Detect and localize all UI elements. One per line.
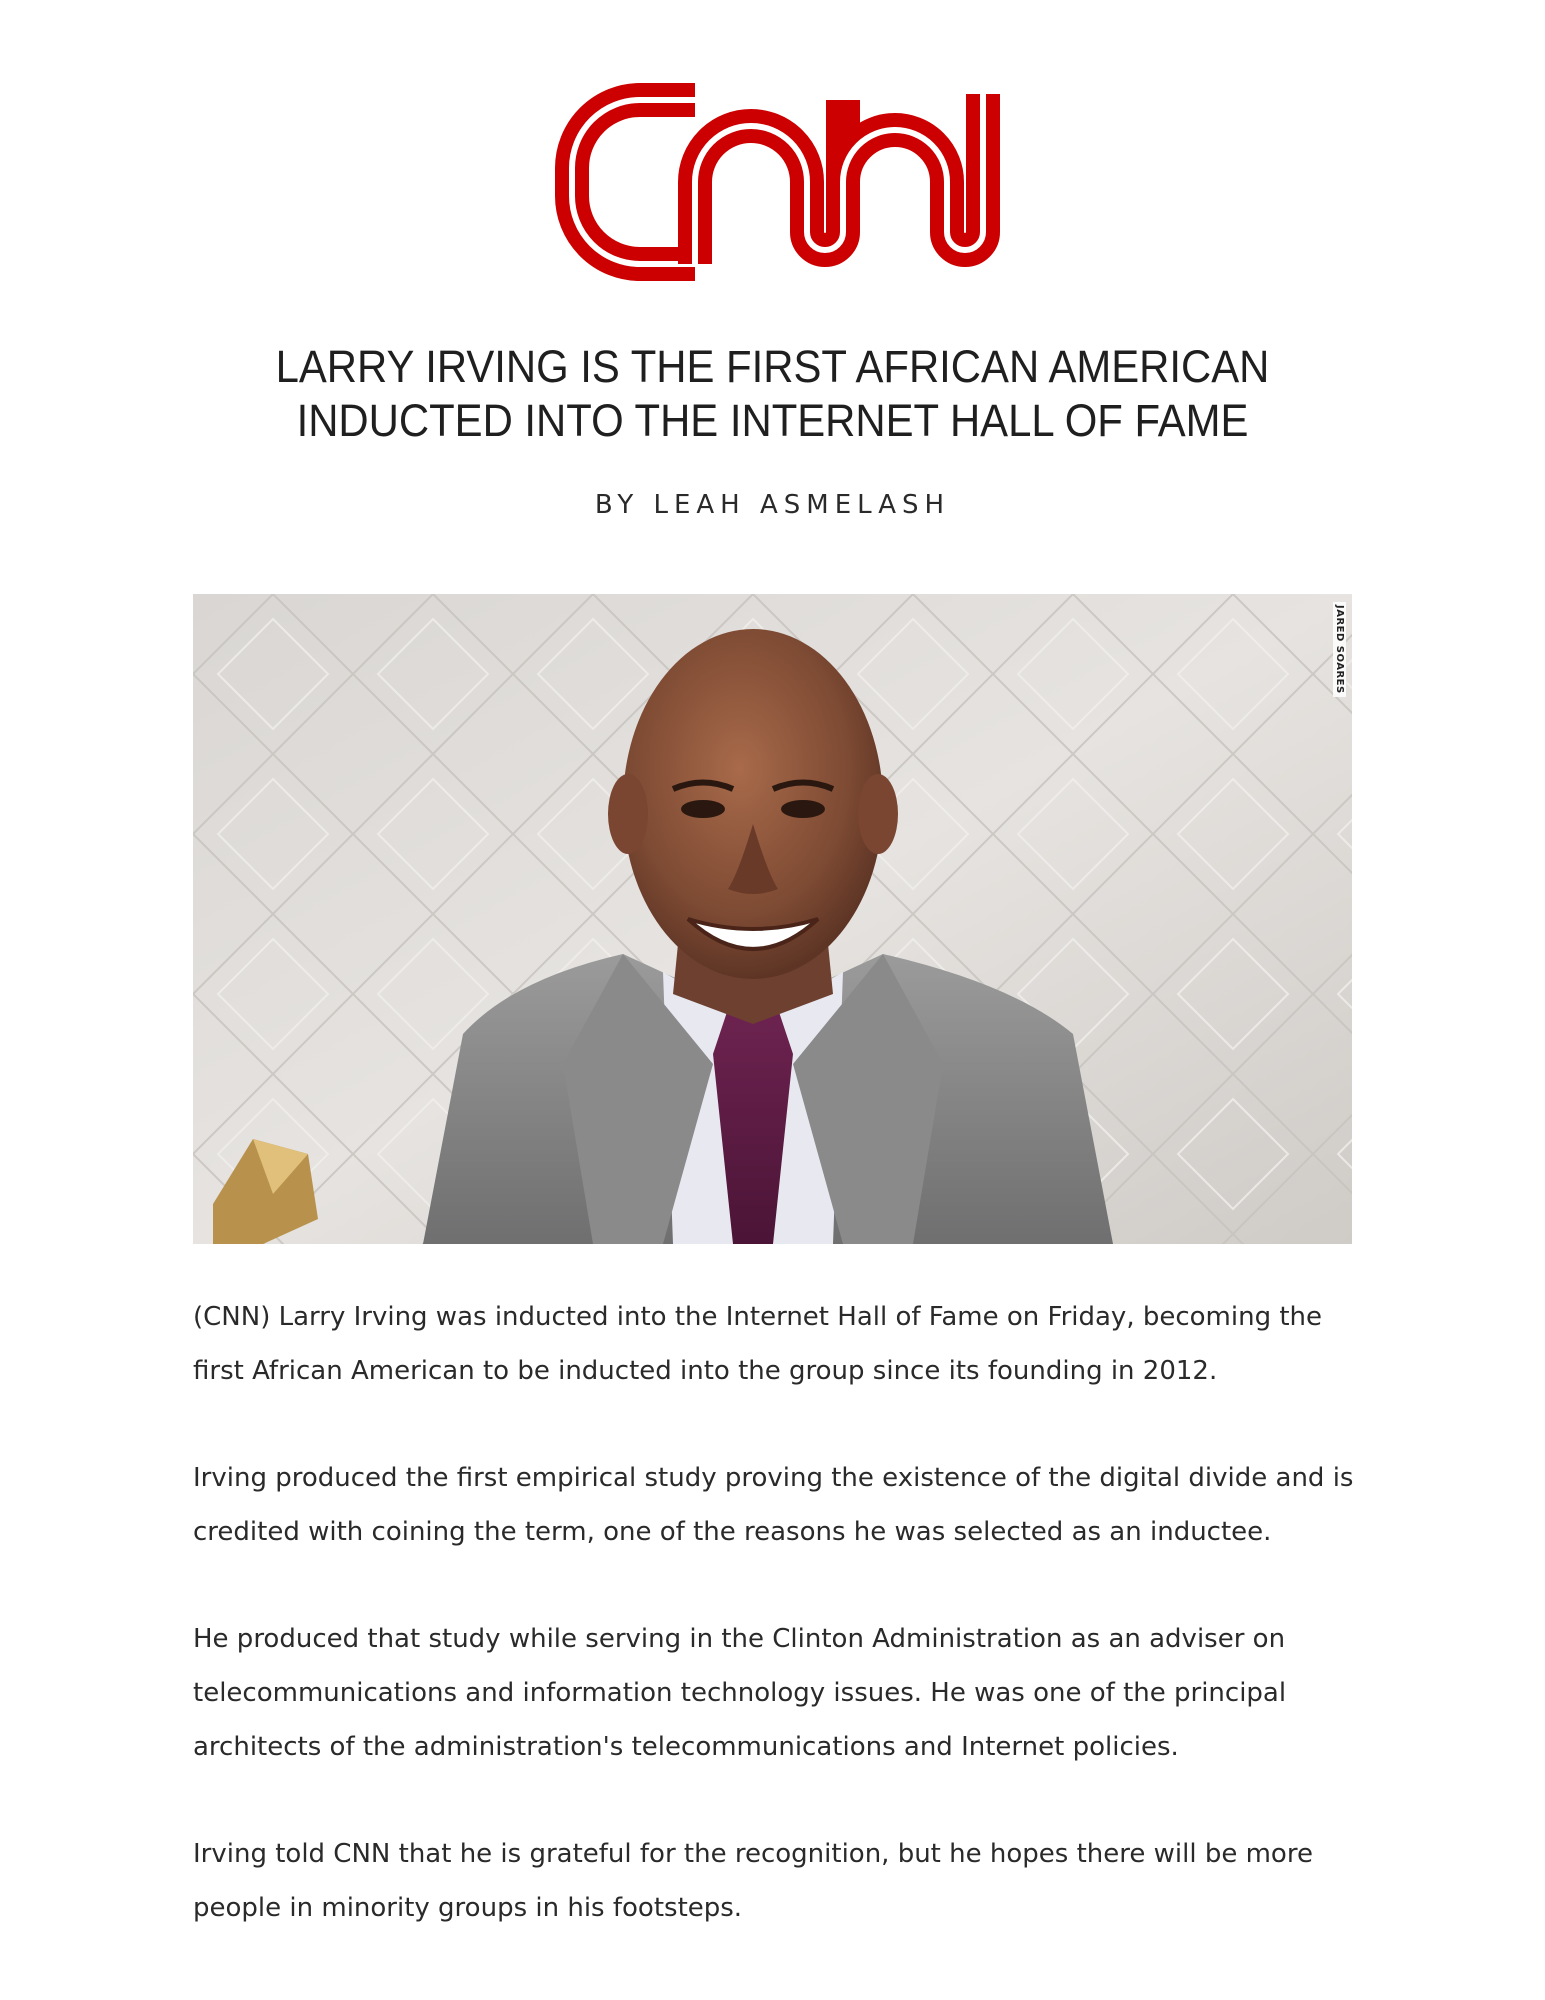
photo-credit: JARED SOARES	[1333, 602, 1346, 697]
portrait-photo	[193, 594, 1352, 1244]
byline: BY LEAH ASMELASH	[594, 490, 951, 520]
article-paragraph: Irving told CNN that he is grateful for the recognition, but he hopes there will be more people in minority groups in his footsteps.	[193, 1839, 1313, 1923]
article-paragraph: Irving produced the first empirical study proving the existence of the digital divide and is credited with coining the term, one of the reasons he was selected as an inductee.	[193, 1463, 1354, 1547]
article-paragraph: (CNN) Larry Irving was inducted into the Internet Hall of Fame on Friday, becoming the first African American to be inducted into the group since its founding in 2012.	[193, 1302, 1323, 1386]
article-paragraph: He produced that study while serving in the Clinton Administration as an adviser on telecommunications and information technology issues. He was one of the principal architects of the administration's telecommunications and Internet policies.	[193, 1624, 1287, 1762]
article-body	[193, 1290, 1373, 1988]
article-headline	[194, 340, 1352, 448]
cnn-logo	[545, 72, 1000, 292]
headline-line-2: INDUCTED INTO THE INTERNET HALL OF FAME	[296, 395, 1249, 446]
headline-line-1: LARRY IRVING IS THE FIRST AFRICAN AMERICAN	[275, 341, 1270, 392]
